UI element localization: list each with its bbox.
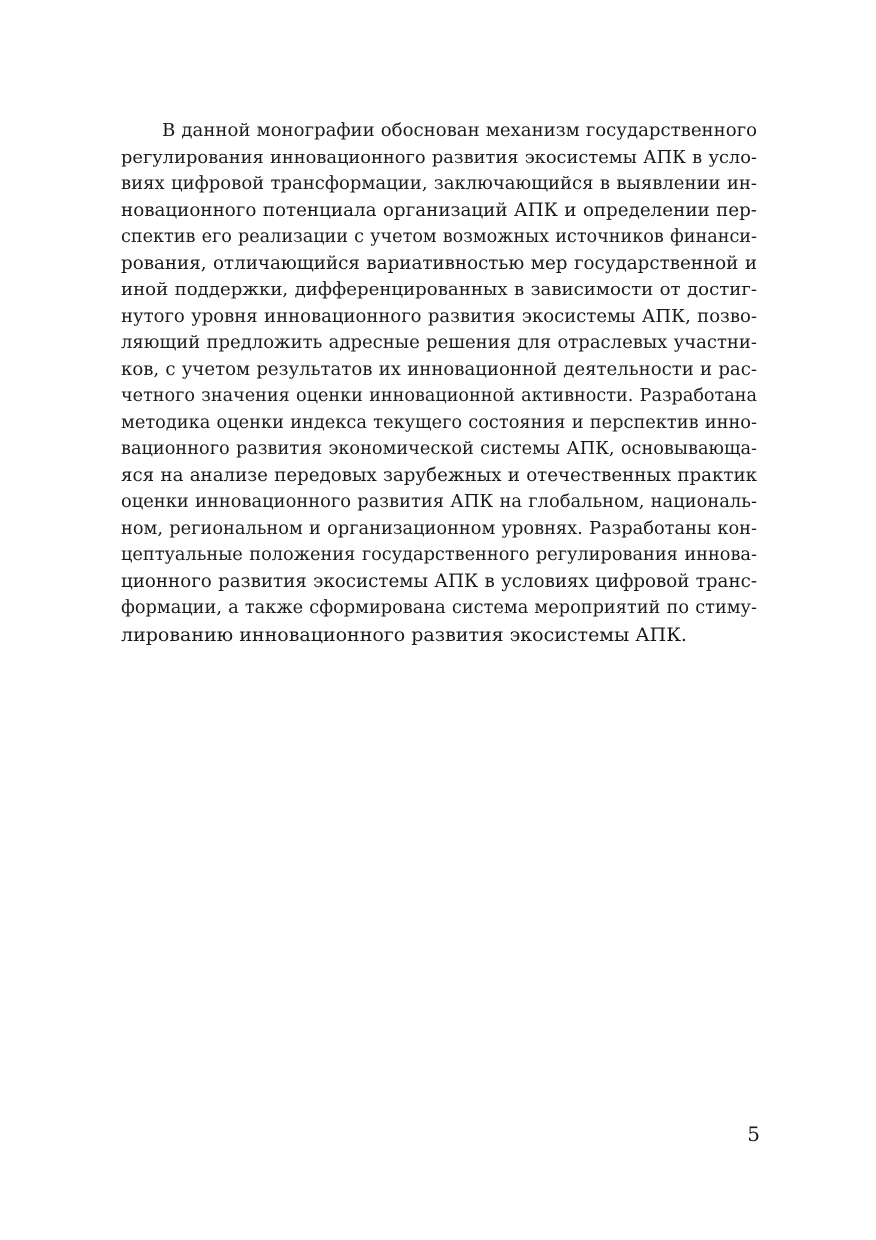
- text-line: виях цифровой трансформации, заключающийся в выявлении ин-: [121, 173, 757, 194]
- text-line: формации, а также сформирована система мероприятий по стиму-: [121, 598, 757, 618]
- text-line: иной поддержки, дифференцированных в зависимости от достиг-: [121, 279, 757, 300]
- text-line: ляющий предложить адресные решения для отраслевых участни-: [121, 332, 757, 353]
- text-line: В данной монографии обоснован механизм государственного: [162, 120, 757, 141]
- text-line: яся на анализе передовых зарубежных и отечественных практик: [121, 464, 757, 486]
- text-line: ном, региональном и организационном уровнях. Разработаны кон-: [121, 517, 757, 539]
- abstract-paragraph: [121, 118, 757, 648]
- text-line: спектив его реализации с учетом возможных источников финанси-: [121, 227, 757, 247]
- text-line: рования, отличающийся вариативностью мер государственной и: [121, 252, 757, 274]
- text-line: цептуальные положения государственного регулирования иннова-: [121, 545, 757, 565]
- text-line: методика оценки индекса текущего состояния и перспектив инно-: [121, 411, 757, 433]
- text-line: регулирования инновационного развития экосистемы АПК в усло-: [121, 146, 757, 168]
- text-line: оценки инновационного развития АПК на глобальном, националь-: [121, 491, 757, 512]
- text-line: ционного развития экосистемы АПК в условиях цифровой транс-: [121, 570, 757, 592]
- text-line: четного значения оценки инновационной активности. Разработана: [121, 386, 757, 406]
- text-line: ков, с учетом результатов их инновационной деятельности и рас-: [121, 358, 757, 380]
- text-line: лированию инновационного развития экосистемы АПК.: [121, 623, 687, 646]
- text-line: нутого уровня инновационного развития экосистемы АПК, позво-: [121, 305, 757, 327]
- text-line: новационного потенциала организаций АПК и определении пер-: [121, 199, 757, 221]
- text-line: вационного развития экономической системы АПК, основывающа-: [121, 439, 757, 459]
- page-number: 5: [747, 1122, 760, 1146]
